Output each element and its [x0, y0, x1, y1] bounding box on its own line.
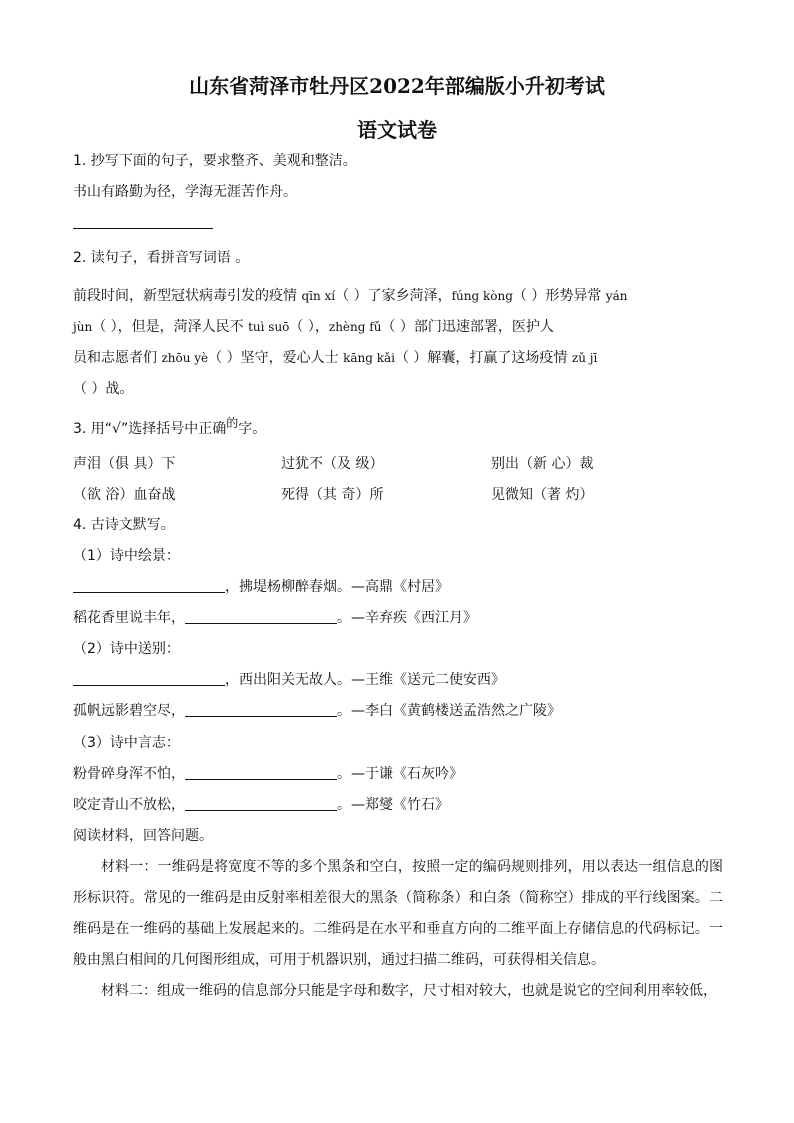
reading-prompt: 阅读材料，回答问题。	[73, 828, 213, 844]
pinyin: zhōu yè	[161, 351, 209, 365]
q4-text: 。—郑燮《竹石》	[337, 797, 449, 813]
pinyin: qīn xí	[301, 289, 336, 303]
reading-material-1: 材料一：一维码是将宽度不等的多个黑条和空白，按照一定的编码规则排列，用以表达一组信息的图形标识符。常见的一维码是由反射率相差很大的黑条（简称条）和白条（简称空）排成的平行线图案。二维码是在一维码的基础上发展起来的。二维码是在水平和垂直方向的二维平面上存储信息的代码标记。一般由黑白相间的几何图形组成，可用于机器识别，通过扫描二维码，可获得相关信息。	[73, 859, 723, 968]
q3-prompt-end: 字。	[238, 421, 267, 437]
pinyin: tuì suō	[248, 320, 290, 334]
q2-line-2	[73, 318, 554, 336]
q4-section-heading: （2）诗中送别：	[73, 641, 180, 657]
q2-text: （ ），但是，菏泽人民不	[92, 319, 249, 335]
exam-subtitle: 语文试卷	[357, 118, 437, 142]
q4-line	[73, 609, 477, 627]
q4-line	[73, 702, 561, 720]
q3-item: 声泪（俱 具）下	[73, 456, 176, 472]
answer-blank	[185, 609, 337, 624]
answer-blank	[73, 671, 225, 686]
q1-prompt: 1. 抄写下面的句子，要求整齐、美观和整洁。	[73, 153, 357, 169]
q4-prompt: 4. 古诗文默写。	[73, 517, 175, 533]
q4-text: 。—于谦《石灰吟》	[337, 766, 463, 782]
q2-text: （ ）解囊，打赢了这场疫情	[394, 350, 572, 366]
q1-answer-line	[73, 228, 213, 229]
pinyin: jùn	[73, 320, 93, 334]
q4-line	[73, 578, 449, 596]
reading-material-2: 材料二：组成一维码的信息部分只能是字母和数字，尺寸相对较大，也就是说它的空间利用率较低，	[101, 983, 717, 999]
q2-text: （ ）坚守，爱心人士	[208, 350, 344, 366]
q2-text: （ ）了家乡菏泽，	[335, 288, 452, 304]
q4-line	[73, 671, 505, 689]
q3-item: 见微知（著 灼）	[491, 487, 594, 503]
q4-text: 咬定青山不放松，	[73, 797, 185, 813]
q2-prompt: 2. 读句子，看拼音写词语 。	[73, 250, 250, 266]
exam-title: 山东省菏泽市牡丹区2022年部编版小升初考试	[189, 74, 605, 98]
q4-line	[73, 765, 463, 783]
q3-item: 死得（其 奇）所	[281, 487, 384, 503]
q4-section-heading: （1）诗中绘景：	[73, 548, 180, 564]
q4-text: 。—辛弃疾《西江月》	[337, 610, 477, 626]
pinyin: yán	[605, 289, 628, 303]
pinyin: zhèng fǔ	[328, 320, 382, 334]
q2-line-4: （ ）战。	[73, 381, 134, 397]
q2-text: 员和志愿者们	[73, 350, 162, 366]
q2-line-1	[73, 287, 627, 305]
q4-text: 稻花香里说丰年，	[73, 610, 185, 626]
pinyin: fúng kòng	[451, 289, 513, 303]
pinyin: zǔ jī	[571, 351, 598, 365]
q2-text: （ ）形势异常	[512, 288, 606, 304]
answer-blank	[185, 765, 337, 780]
q3-item: （欲 浴）血奋战	[73, 487, 176, 503]
q2-text: 前段时间，新型冠状病毒引发的疫情	[73, 288, 302, 304]
answer-blank	[73, 578, 225, 593]
q4-line	[73, 796, 449, 814]
q2-text: （ ）部门迅速部署，医护人	[381, 319, 554, 335]
q3-prompt	[73, 416, 267, 438]
q4-text: 孤帆远影碧空尽，	[73, 703, 185, 719]
q1-sentence: 书山有路勤为径，学海无涯苦作舟。	[73, 184, 297, 200]
answer-blank	[185, 702, 337, 717]
q2-text: （ ），	[289, 319, 329, 335]
q4-section-heading: （3）诗中言志：	[73, 735, 180, 751]
q3-item: 过犹不（及 级）	[281, 456, 384, 472]
q3-prompt-sup: 的	[226, 416, 239, 430]
q3-item: 别出（新 心）裁	[491, 456, 594, 472]
pinyin: kāng kǎi	[343, 351, 395, 365]
q4-text: 。—李白《黄鹤楼送孟浩然之广陵》	[337, 703, 561, 719]
q4-text: 粉骨碎身浑不怕，	[73, 766, 185, 782]
answer-blank	[185, 796, 337, 811]
q2-line-3	[73, 349, 597, 367]
q3-prompt-text: 3. 用“√”选择括号中正确	[73, 421, 227, 437]
q4-text: ，拂堤杨柳醉春烟。—高鼎《村居》	[225, 579, 449, 595]
q4-text: ，西出阳关无故人。—王维《送元二使安西》	[225, 672, 505, 688]
